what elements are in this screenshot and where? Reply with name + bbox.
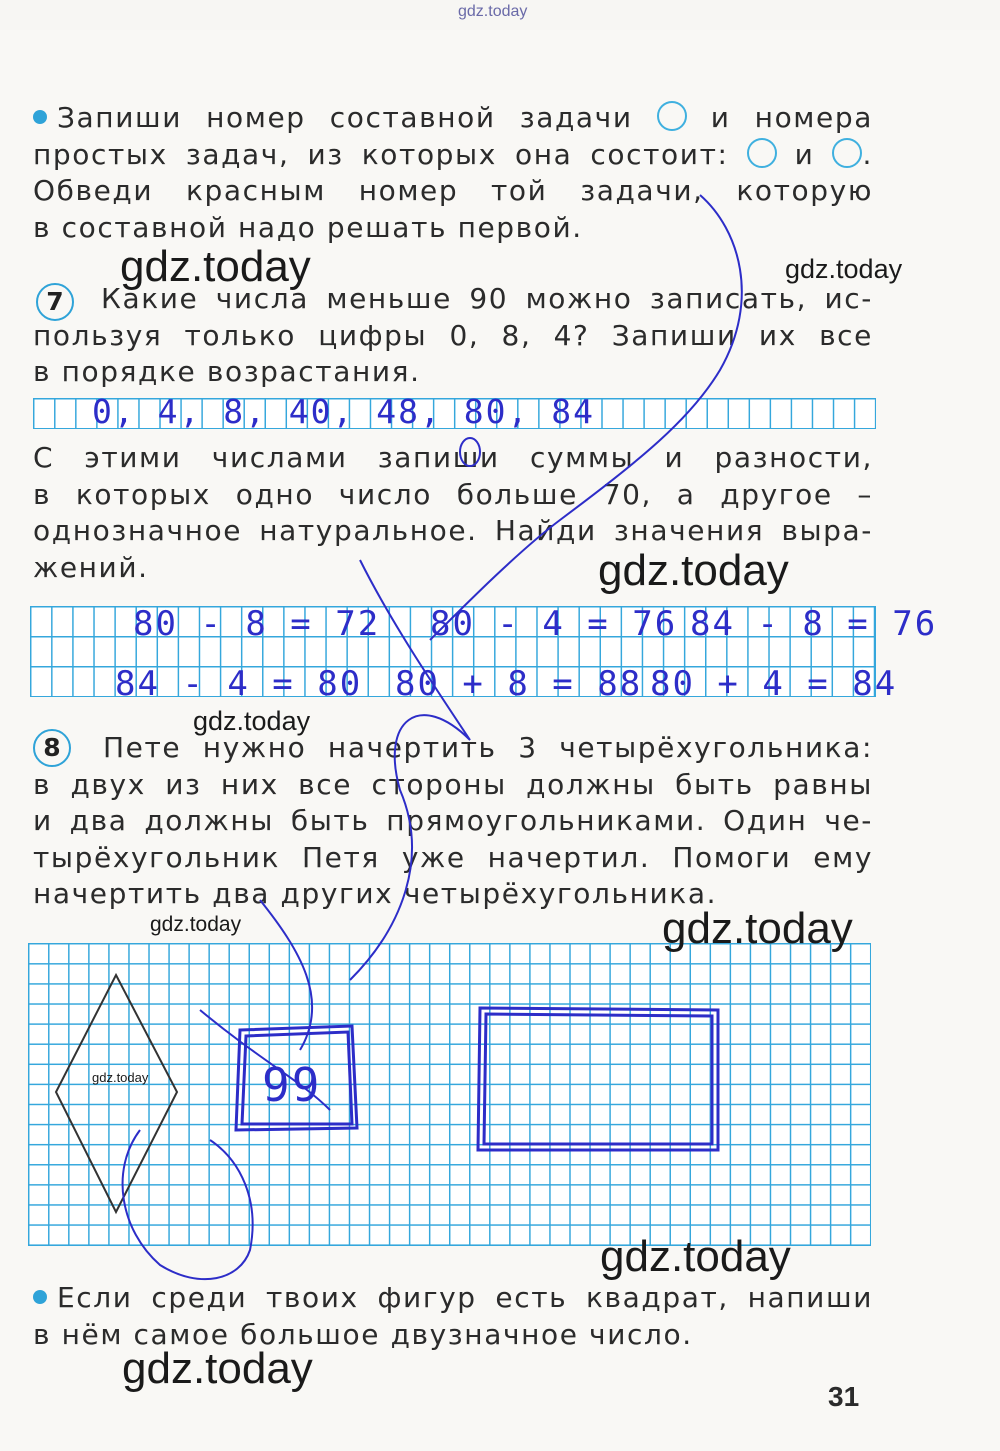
pen-scribble xyxy=(123,1130,253,1279)
task-8-number: 8 xyxy=(33,729,71,767)
watermark: gdz.today xyxy=(598,546,789,595)
square-number: 99 xyxy=(262,1058,322,1112)
task-bullet1-line1: Запиши номер составной задачи и номера xyxy=(33,100,873,137)
task-7-line1: Какие числа меньше 90 можно записать, ис- xyxy=(101,282,873,315)
task-7-instruction-line3: однозначное натуральное. Найди значения выра- xyxy=(33,514,873,547)
watermark: gdz.today xyxy=(150,913,242,936)
task-8-line1: Пете нужно начертить 3 четырёхугольника: xyxy=(103,731,873,764)
task-7-line2: пользуя только цифры 0, 8, 4? Запиши их все xyxy=(33,318,873,352)
task-bullet1-line4: в составной надо решать первой. xyxy=(33,210,583,244)
task-8-line5: начертить два других четырёхугольника. xyxy=(33,877,718,910)
handwritten-expression: 80 - 4 = 76 xyxy=(430,604,678,644)
task-8-line2: в двух из них все стороны должны быть равны xyxy=(33,767,873,801)
top-watermark: gdz.today xyxy=(458,3,528,20)
handwritten-expression: 80 + 4 = 84 xyxy=(650,664,898,704)
task-7-instruction-line1: С этими числами запиши суммы и разности, xyxy=(33,441,873,474)
watermark: gdz.today xyxy=(122,1344,313,1393)
task-bullet1-line2: простых задач, из которых она состоит: и . xyxy=(33,137,873,171)
handwritten-expression: 84 - 4 = 80 xyxy=(115,664,363,704)
watermark: gdz.today xyxy=(662,904,853,953)
watermark: gdz.today xyxy=(600,1232,791,1281)
watermark: gdz.today xyxy=(120,242,311,291)
task-7-line3: в порядке возрастания. xyxy=(33,355,421,388)
handwritten-expression: 80 + 8 = 88 xyxy=(395,664,643,704)
drawn-rectangle xyxy=(478,1008,718,1150)
task-bullet2-line2: в нём самое большое двузначное число. xyxy=(33,1317,693,1351)
task-7-instruction-line2: в которых одно число больше 70, а другое – xyxy=(33,477,873,511)
handwritten-expression: 84 - 8 = 76 xyxy=(690,604,938,644)
pen-scribble xyxy=(350,560,470,980)
watermark: gdz.today xyxy=(92,1070,149,1085)
watermark: gdz.today xyxy=(193,706,311,736)
handwritten-numbers-answer: 0, 4, 8, 40, 48, 80, 84 xyxy=(92,392,595,431)
watermark: gdz.today xyxy=(785,254,903,284)
task-bullet2-line1: Если среди твоих фигур есть квадрат, напиши xyxy=(33,1280,873,1317)
pen-scribble xyxy=(460,438,480,466)
task-7-number: 7 xyxy=(36,283,74,321)
bullet-icon xyxy=(33,1290,47,1304)
rhombus-shape xyxy=(56,975,177,1212)
handwritten-expression: 80 - 8 = 72 xyxy=(133,604,381,644)
task-7-instruction-line4: жений. xyxy=(33,550,149,584)
task-bullet2-text xyxy=(33,1280,873,1353)
task-8-line3: и два должны быть прямоугольниками. Один че- xyxy=(33,804,873,837)
page-number: 31 xyxy=(828,1381,860,1412)
task-bullet1-line3: Обведи красным номер той задачи, которую xyxy=(33,174,873,207)
task-8-line4: тырёхугольник Петя уже начертил. Помоги ему xyxy=(33,840,873,874)
